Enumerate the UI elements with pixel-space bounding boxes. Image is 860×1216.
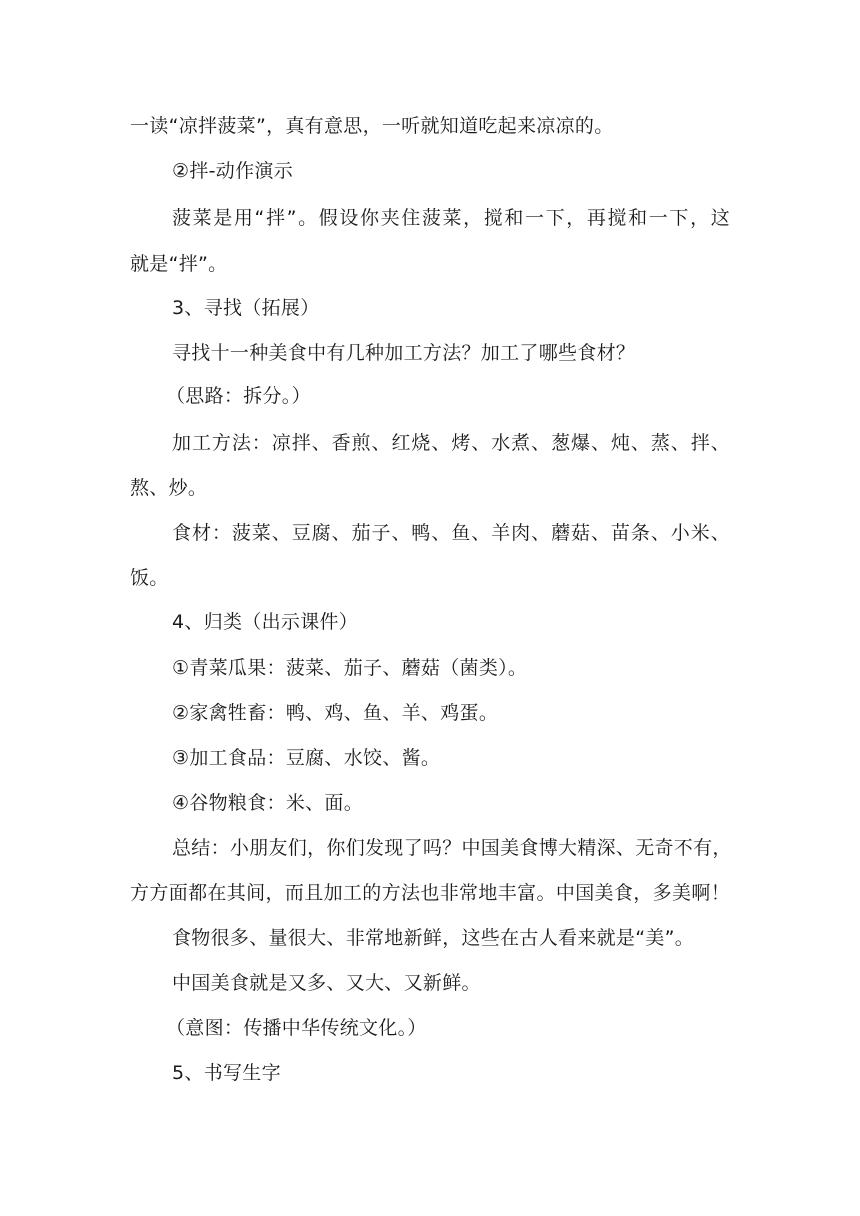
section-heading: 5、书写生字 (172, 1062, 281, 1084)
paragraph-line: 寻找十一种美食中有几种加工方法？加工了哪些食材？ (172, 342, 636, 364)
list-item: ①青菜瓜果：菠菜、茄子、蘑菇（菌类）。 (172, 657, 528, 679)
paragraph-line: 总结：小朋友们，你们发现了吗？中国美食博大精深、无奇不有， (172, 837, 732, 859)
paragraph-line: 就是“拌”。 (130, 253, 228, 275)
note-line: （意图：传播中华传统文化。） (166, 1017, 427, 1039)
section-heading: 3、寻找（拓展） (172, 297, 320, 319)
paragraph-line: 食物很多、量很大、非常地新鲜，这些在古人看来就是“美”。 (172, 927, 695, 949)
paragraph-line: 加工方法：凉拌、香煎、红烧、烤、水煮、葱爆、炖、蒸、拌、 (172, 432, 730, 454)
paragraph-line: 方方面都在其间，而且加工的方法也非常地丰富。中国美食，多美啊！ (130, 882, 730, 904)
subheading: ②拌-动作演示 (172, 160, 293, 182)
section-heading: 4、归类（出示课件） (172, 611, 359, 633)
paragraph-line: 一读“凉拌菠菜”，真有意思，一听就知道吃起来凉凉的。 (130, 115, 614, 137)
paragraph-line: 食材：菠菜、豆腐、茄子、鸭、鱼、羊肉、蘑菇、苗条、小米、 (172, 522, 730, 544)
list-item: ④谷物粮食：米、面。 (172, 792, 364, 814)
list-item: ③加工食品：豆腐、水饺、酱。 (172, 747, 441, 769)
list-item: ②家禽牲畜：鸭、鸡、鱼、羊、鸡蛋。 (172, 702, 499, 724)
paragraph-line: 菠菜是用“拌”。假设你夹住菠菜，搅和一下，再搅和一下，这 (172, 207, 730, 229)
paragraph-line: 饭。 (130, 567, 169, 589)
paragraph-line: 中国美食就是又多、又大、又新鲜。 (172, 972, 481, 994)
note-line: （思路：拆分。） (166, 385, 311, 407)
paragraph-line: 熬、炒。 (130, 477, 208, 499)
